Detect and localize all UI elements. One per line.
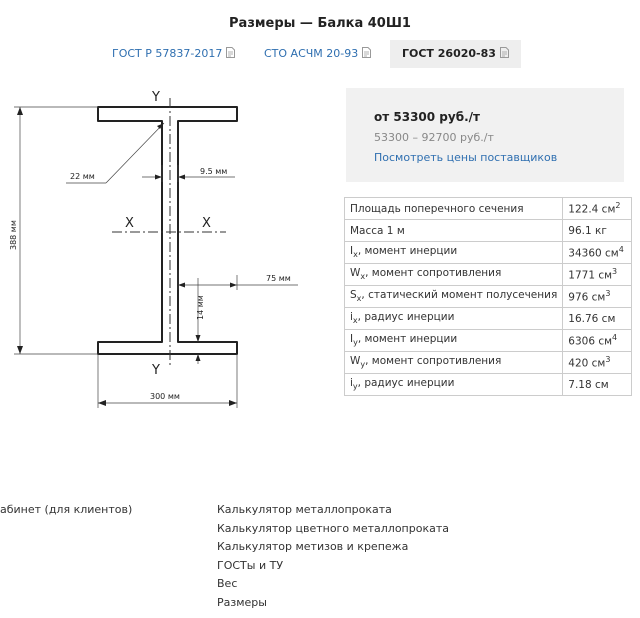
property-value-cell	[563, 330, 632, 352]
property-unit-exponent: 3	[612, 267, 618, 277]
document-icon	[500, 47, 509, 58]
table-row	[345, 198, 632, 220]
property-name-cell	[345, 242, 563, 264]
property-symbol-subscript: x	[353, 250, 358, 260]
table-row	[345, 374, 632, 396]
property-name-cell	[345, 264, 563, 286]
table-row	[345, 242, 632, 264]
web-thickness-label: 9.5 мм	[200, 167, 228, 176]
property-name: , радиус инерции	[357, 377, 455, 390]
table-row	[345, 286, 632, 308]
property-value: 96.1 кг	[568, 224, 607, 237]
price-box	[346, 88, 624, 182]
footer-link-metal-calculator[interactable]: Калькулятор металлопроката	[217, 503, 392, 516]
property-value-cell	[563, 374, 632, 396]
tab-gost-r-57837[interactable]	[112, 40, 235, 68]
property-symbol-subscript: y	[352, 382, 358, 392]
property-name: Масса 1 м	[350, 224, 405, 237]
height-label: 388 мм	[9, 220, 18, 250]
footer-link-weight[interactable]: Вес	[217, 577, 238, 590]
property-name-cell	[345, 308, 563, 330]
property-value-cell	[563, 308, 632, 330]
table-row	[345, 352, 632, 374]
property-value: 34360 см	[568, 247, 619, 260]
footer-link-sizes[interactable]: Размеры	[217, 595, 267, 609]
property-unit-exponent: 3	[605, 289, 611, 299]
tab-sto-asmch[interactable]	[264, 40, 371, 68]
tab-label: ГОСТ Р 57837-2017	[112, 47, 223, 60]
beam-outline	[98, 107, 237, 354]
property-symbol: I	[350, 333, 354, 346]
property-name: , момент сопротивления	[365, 267, 502, 280]
flange-overhang-label: 75 мм	[266, 274, 291, 283]
tab-label: СТО АСЧМ 20-93	[264, 47, 359, 60]
property-unit-exponent: 4	[618, 245, 624, 255]
property-value: 976 см	[568, 291, 606, 304]
property-symbol: I	[350, 245, 354, 258]
property-value: 420 см	[568, 357, 606, 370]
property-symbol: i	[350, 311, 353, 324]
property-name-cell	[345, 330, 563, 352]
property-name-cell	[345, 352, 563, 374]
table-row	[345, 220, 632, 242]
supplier-prices-link[interactable]: Посмотреть цены поставщиков	[374, 151, 558, 164]
property-value: 1771 см	[568, 269, 613, 282]
beam-drawing	[0, 86, 330, 416]
table-row	[345, 264, 632, 286]
property-name-cell	[345, 374, 563, 396]
property-name-cell	[345, 220, 563, 242]
property-value: 7.18 см	[568, 378, 609, 391]
property-symbol-subscript: y	[360, 360, 366, 370]
property-symbol-subscript: x	[352, 316, 358, 326]
property-symbol: i	[350, 377, 353, 390]
footer-link-gost[interactable]: ГОСТы и ТУ	[217, 558, 284, 572]
property-value-cell	[563, 242, 632, 264]
flange-thickness-label: 14 мм	[196, 295, 205, 320]
property-unit-exponent: 3	[605, 355, 611, 365]
property-name: , момент инерции	[357, 333, 458, 346]
property-symbol-subscript: x	[360, 272, 366, 282]
property-value-cell	[563, 352, 632, 374]
tab-label: ГОСТ 26020-83	[402, 47, 496, 60]
radius-label: 22 мм	[70, 172, 95, 181]
document-icon	[362, 47, 371, 58]
axis-x-left-label: X	[125, 216, 134, 231]
property-unit-exponent: 4	[612, 333, 618, 343]
property-name: , момент инерции	[357, 245, 458, 258]
property-symbol-subscript: y	[353, 338, 358, 348]
axis-x-right-label: X	[202, 216, 211, 231]
property-value-cell	[563, 198, 632, 220]
footer-link-nonferrous-calculator[interactable]: Калькулятор цветного металлопроката	[217, 521, 449, 535]
footer-link-fastener-calculator[interactable]: Калькулятор метизов и крепежа	[217, 540, 409, 553]
width-label: 300 мм	[150, 392, 180, 401]
watermark	[80, 400, 104, 473]
property-symbol: W	[350, 355, 361, 368]
table-row	[345, 308, 632, 330]
property-symbol: W	[350, 267, 361, 280]
property-value-cell	[563, 286, 632, 308]
property-symbol-subscript: x	[356, 294, 362, 304]
property-unit-exponent: 2	[615, 201, 621, 211]
property-name-cell	[345, 286, 563, 308]
property-value-cell	[563, 220, 632, 242]
footer-links	[217, 503, 449, 614]
price-range: 53300 – 92700 руб./т	[374, 131, 494, 144]
price-main: от 53300 руб./т	[374, 110, 480, 124]
page-title: Размеры — Балка 40Ш1	[229, 16, 411, 31]
property-value-cell	[563, 264, 632, 286]
table-row	[345, 330, 632, 352]
property-value: 122.4 см	[568, 203, 616, 216]
axis-y-top-label: Y	[152, 90, 160, 105]
footer-account-link[interactable]: абинет (для клиентов)	[0, 503, 133, 516]
property-name: , статический момент полусечения	[361, 289, 558, 302]
property-name: , радиус инерции	[357, 311, 455, 324]
property-value: 6306 см	[568, 335, 613, 348]
axis-y-bottom-label: Y	[152, 363, 160, 378]
property-name-cell	[345, 198, 563, 220]
property-value: 16.76 см	[568, 312, 616, 325]
property-symbol: S	[350, 289, 357, 302]
properties-table	[344, 197, 632, 396]
tab-gost-26020[interactable]	[390, 40, 521, 68]
document-icon	[226, 47, 235, 58]
property-name: Площадь поперечного сечения	[350, 202, 524, 215]
property-name: , момент сопротивления	[365, 355, 502, 368]
